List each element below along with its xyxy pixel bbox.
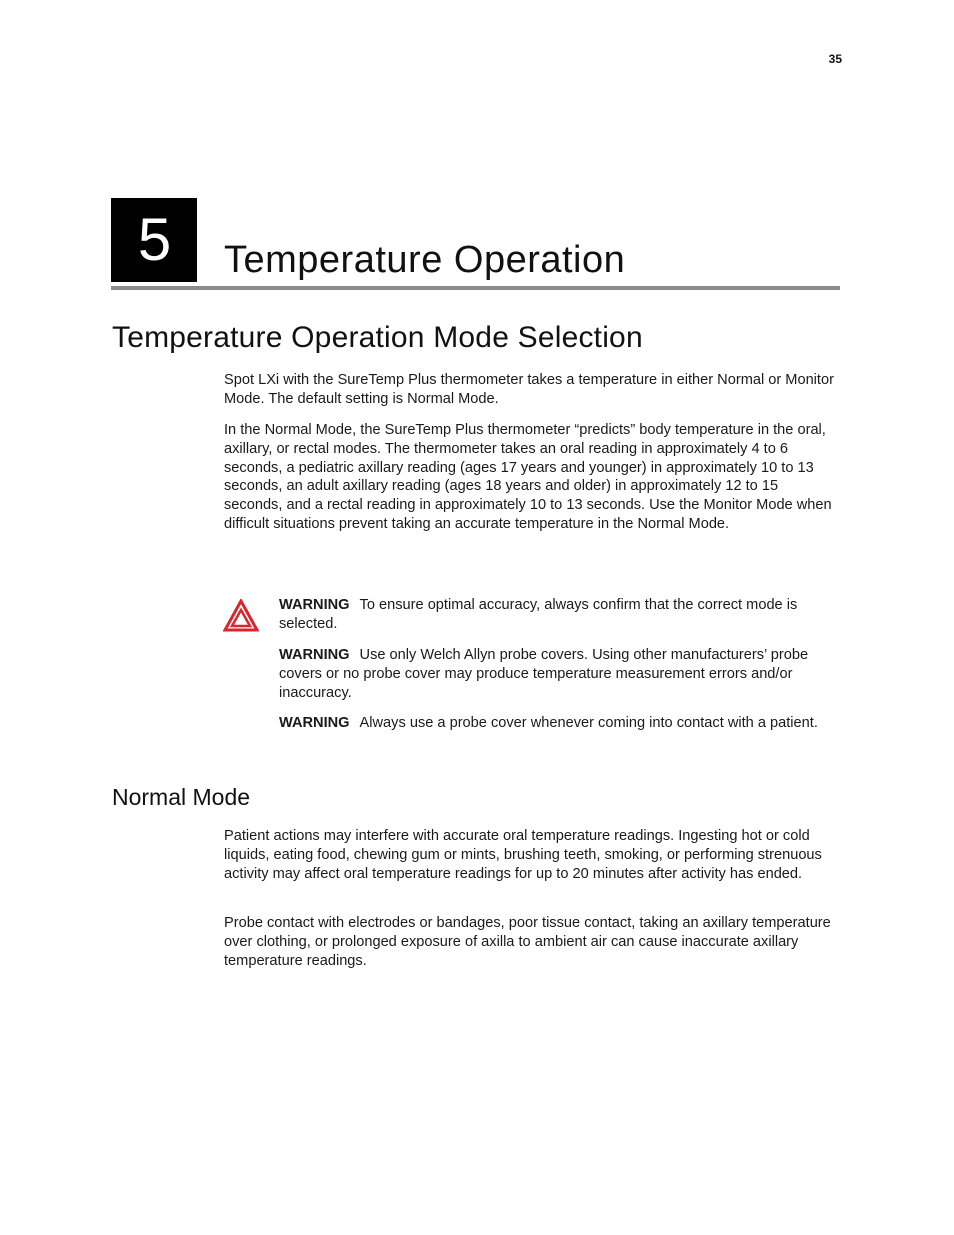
warning-text: Use only Welch Allyn probe covers. Using other manufacturers’ probe covers or no probe cover may produce temperature measurement errors and/or inaccuracy. [279, 647, 809, 701]
chapter-title: Temperature Operation [224, 239, 626, 281]
warning-patient-contact [279, 714, 840, 733]
normal-mode-heading: Normal Mode [112, 784, 251, 810]
chapter-rule [111, 286, 840, 290]
hazard-triangle-icon [223, 599, 259, 632]
intro-paragraph: Spot LXi with the SureTemp Plus thermometer takes a temperature in either Normal or Monitor Mode. The default setting is Normal Mode. [224, 372, 834, 407]
axillary-readings-paragraph: Probe contact with electrodes or bandages, poor tissue contact, taking an axillary temperature over clothing, or prolonged exposure of axilla to ambient air can cause inaccurate axillary temperature readings. [224, 915, 831, 969]
warning-label: WARNING [279, 647, 350, 663]
warning-probe-covers [279, 646, 840, 702]
warning-label: WARNING [279, 597, 350, 613]
normal-mode-description: In the Normal Mode, the SureTemp Plus thermometer “predicts” body temperature in the oral, axillary, or rectal modes. The thermometer takes an oral reading in approximately 4 to 6 seconds, a pediatric axillary reading (ages 17 years and younger) in approximately 10 to 13 seconds, an adult axillary reading (ages 18 years and older) in approximately 12 to 15 seconds, and a rectal reading in approximately 10 to 13 seconds. Use the Monitor Mode when difficult situations prevent taking an accurate temperature in the Normal Mode. [224, 422, 832, 532]
oral-readings-paragraph: Patient actions may interfere with accurate oral temperature readings. Ingesting hot or cold liquids, eating food, chewing gum or mints, brushing teeth, smoking, or performing strenuous activity may affect oral temperature readings for up to 20 minutes after activity has ended. [224, 828, 822, 882]
warning-label: WARNING [279, 715, 350, 731]
page-number: 35 [828, 52, 842, 66]
warning-text: To ensure optimal accuracy, always confirm that the correct mode is selected. [279, 597, 798, 632]
warning-mode-selection [279, 596, 840, 634]
section-heading: Temperature Operation Mode Selection [112, 321, 643, 354]
warning-text: Always use a probe cover whenever coming into contact with a patient. [359, 715, 818, 731]
chapter-number-box: 5 [111, 198, 197, 282]
